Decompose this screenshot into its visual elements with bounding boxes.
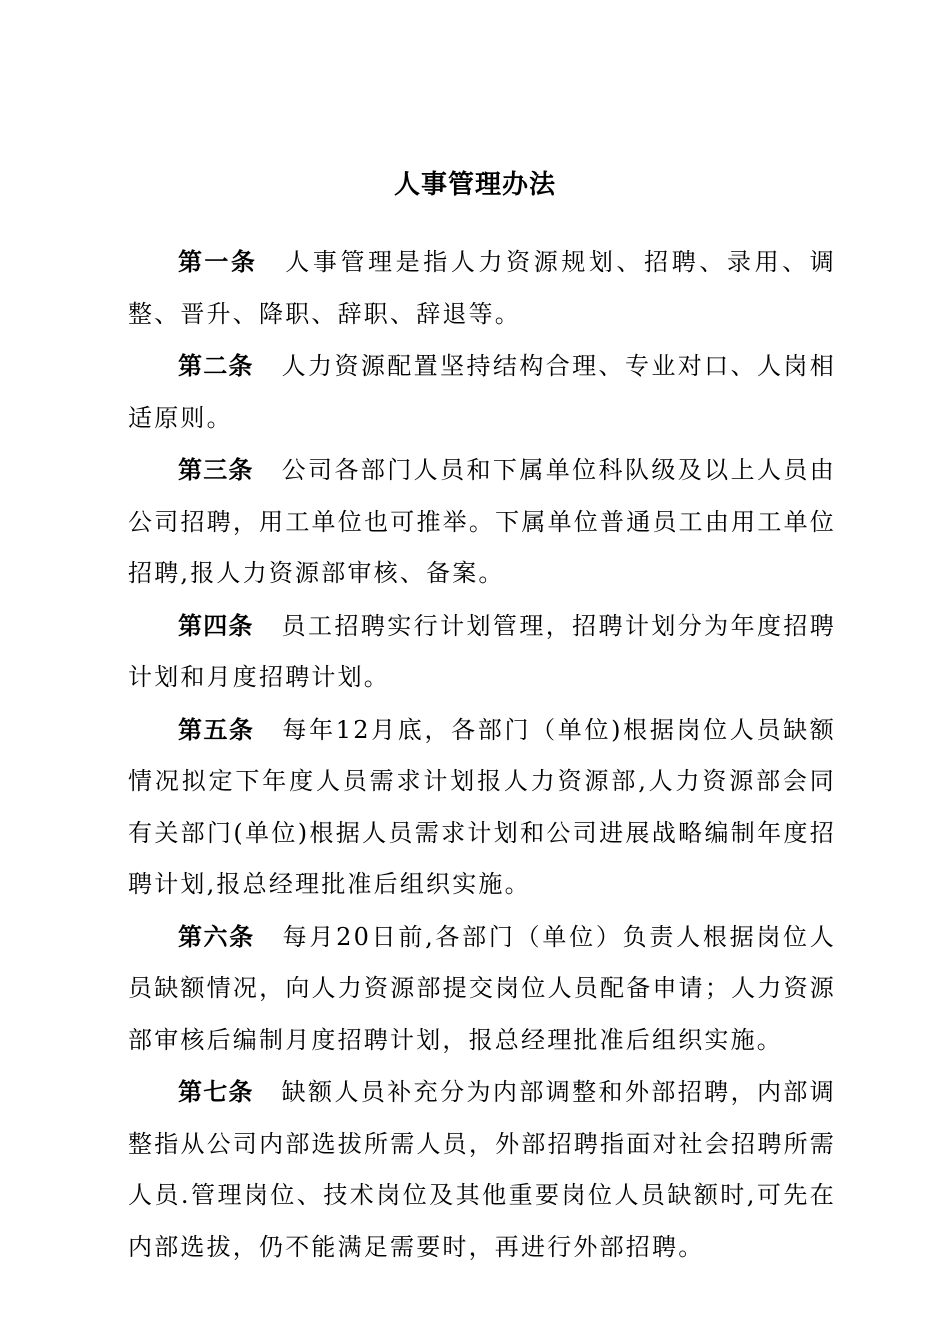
article-6 <box>128 911 836 1067</box>
article-text: 每月20日前,各部门（单位）负责人根据岗位人员缺额情况，向人力资源部提交岗位人员配备申请；人力资源部审核后编制月度招聘计划，报总经理批准后组织实施。 <box>128 922 836 1054</box>
article-number: 第一条 <box>178 247 258 276</box>
article-5 <box>128 704 836 911</box>
article-7 <box>128 1066 836 1273</box>
document-body <box>128 236 836 1273</box>
article-4 <box>128 600 836 704</box>
article-number: 第五条 <box>178 714 255 744</box>
article-number: 第二条 <box>178 351 254 380</box>
article-3 <box>128 444 836 600</box>
article-text: 缺额人员补充分为内部调整和外部招聘，内部调整指从公司内部选拔所需人员，外部招聘指面对社会招聘所需人员.管理岗位、技术岗位及其他重要岗位人员缺额时,可先在内部选拔，仍不能满足需要时，再进行外部招聘。 <box>128 1078 837 1261</box>
article-1 <box>128 236 836 340</box>
article-number: 第四条 <box>178 610 254 640</box>
article-text: 员工招聘实行计划管理，招聘计划分为年度招聘计划和月度招聘计划。 <box>128 611 837 691</box>
article-2 <box>128 340 836 444</box>
article-number: 第七条 <box>178 1077 254 1106</box>
document-title: 人事管理办法 <box>393 170 556 200</box>
article-text: 人力资源配置坚持结构合理、专业对口、人岗相适原则。 <box>128 352 837 432</box>
article-text: 每年12月底，各部门（单位)根据岗位人员缺额情况拟定下年度人员需求计划报人力资源部,人力资源部会同有关部门(单位)根据人员需求计划和公司进展战略编制年度招聘计划,报总经理批准后组织实施。 <box>128 715 837 898</box>
article-text: 人事管理是指人力资源规划、招聘、录用、调整、晋升、降职、辞职、辞退等。 <box>128 248 837 328</box>
article-number: 第六条 <box>178 921 255 951</box>
article-number: 第三条 <box>178 455 254 484</box>
article-text: 公司各部门人员和下属单位科队级及以上人员由公司招聘，用工单位也可推举。下属单位普通员工由用工单位招聘,报人力资源部审核、备案。 <box>128 456 837 587</box>
